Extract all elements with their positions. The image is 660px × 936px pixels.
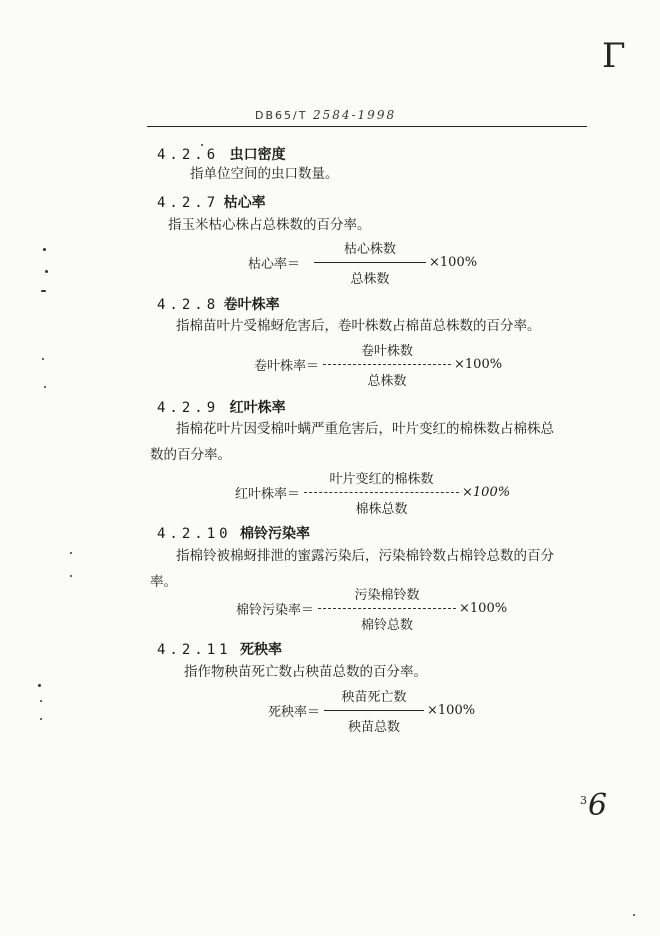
formula-dead-heart-rate xyxy=(248,238,477,287)
formula-denominator: 总株数 xyxy=(350,272,390,287)
formula-factor: ×100% xyxy=(429,255,478,270)
scan-speck xyxy=(633,914,635,916)
formula-fraction xyxy=(318,584,456,633)
formula-factor: ×100% xyxy=(462,485,511,500)
handwritten-page-number xyxy=(580,788,607,823)
paragraph-line: 指作物秧苗死亡数占秧苗总数的百分率。 xyxy=(184,664,427,680)
formula-numerator: 叶片变红的棉株数 xyxy=(329,472,434,487)
paragraph-line: 指玉米枯心株占总株数的百分率。 xyxy=(168,217,371,233)
paragraph-line: 指棉铃被棉蚜排泄的蜜露污染后，污染棉铃数占棉铃总数的百分 xyxy=(176,548,554,564)
scan-speck xyxy=(40,718,42,720)
scan-speck xyxy=(38,684,41,687)
formula-numerator: 污染棉铃数 xyxy=(354,588,420,603)
section-paragraph xyxy=(184,659,427,685)
section-title: 死秧率 xyxy=(240,642,283,658)
section-title: 枯心率 xyxy=(223,195,266,211)
scan-speck xyxy=(70,575,72,577)
scan-speck xyxy=(45,270,48,273)
corner-handwritten-mark: Γ xyxy=(602,36,626,76)
section-heading-4-2-9 xyxy=(157,397,286,417)
formula-fraction xyxy=(323,340,451,389)
paragraph-line: 数的百分率。 xyxy=(150,447,231,463)
scan-speck xyxy=(70,552,72,554)
section-number: 4.2.8 xyxy=(157,297,220,313)
section-number: 4.2.7 xyxy=(157,195,220,211)
formula-denominator: 总株数 xyxy=(367,374,407,389)
formula-lhs: 红叶株率＝ xyxy=(235,487,301,502)
formula-lhs: 枯心率＝ xyxy=(248,257,301,272)
section-title: 红叶株率 xyxy=(229,400,286,416)
section-paragraph xyxy=(168,212,371,238)
section-title: 棉铃污染率 xyxy=(240,526,311,542)
formula-numerator: 卷叶株数 xyxy=(361,344,414,359)
formula-factor: ×100% xyxy=(454,357,503,372)
section-heading-4-2-10 xyxy=(157,523,310,543)
formula-lhs: 棉铃污染率＝ xyxy=(236,603,315,618)
section-paragraph xyxy=(190,161,339,187)
paragraph-line: 指棉苗叶片受棉蚜危害后，卷叶株数占棉苗总株数的百分率。 xyxy=(176,318,541,334)
section-title: 卷叶株率 xyxy=(223,297,280,313)
section-heading-4-2-8 xyxy=(157,294,280,314)
formula-denominator: 棉株总数 xyxy=(355,502,408,517)
formula-fraction xyxy=(324,686,424,735)
handwritten-standard-number: 2584-1998 xyxy=(312,108,397,122)
formula-fraction xyxy=(314,238,426,287)
scan-speck xyxy=(44,386,46,388)
scan-speck xyxy=(201,144,203,146)
section-heading-4-2-7 xyxy=(157,192,266,212)
standard-code-header xyxy=(255,108,396,122)
section-number: 4.2.6 xyxy=(157,147,220,163)
formula-factor: ×100% xyxy=(459,601,508,616)
formula-denominator: 秧苗总数 xyxy=(348,720,401,735)
formula-numerator: 枯心株数 xyxy=(344,242,397,257)
formula-boll-contamination-rate xyxy=(236,584,507,633)
paragraph-line: 指棉花叶片因受棉叶螨严重危害后，叶片变红的棉株数占棉株总 xyxy=(176,421,554,437)
section-number: 4.2.11 xyxy=(157,642,232,658)
paragraph-line: 指单位空间的虫口数量。 xyxy=(190,166,339,182)
scan-speck xyxy=(41,290,46,292)
standard-code: DB65/T xyxy=(255,109,308,122)
scan-speck xyxy=(43,248,46,251)
section-number: 4.2.10 xyxy=(157,526,232,542)
paragraph-line: 率。 xyxy=(150,574,177,590)
formula-red-leaf-rate xyxy=(235,468,510,517)
header-rule xyxy=(147,126,587,127)
section-title: 虫口密度 xyxy=(229,147,286,163)
section-paragraph xyxy=(176,313,541,339)
formula-seedling-death-rate xyxy=(268,686,475,735)
page-number-prefix: 3 xyxy=(580,794,587,807)
formula-numerator: 秧苗死亡数 xyxy=(341,690,407,705)
scan-speck xyxy=(40,700,42,702)
scan-speck xyxy=(42,358,44,360)
section-heading-4-2-11 xyxy=(157,639,282,659)
section-number: 4.2.9 xyxy=(157,400,220,416)
section-paragraph xyxy=(150,416,554,468)
page-number-digit: 6 xyxy=(588,788,608,823)
formula-factor: ×100% xyxy=(427,703,476,718)
formula-denominator: 棉铃总数 xyxy=(361,618,414,633)
formula-fraction xyxy=(304,468,459,517)
formula-lhs: 卷叶株率＝ xyxy=(254,359,320,374)
formula-leaf-curl-rate xyxy=(254,340,502,389)
formula-lhs: 死秧率＝ xyxy=(268,705,321,720)
